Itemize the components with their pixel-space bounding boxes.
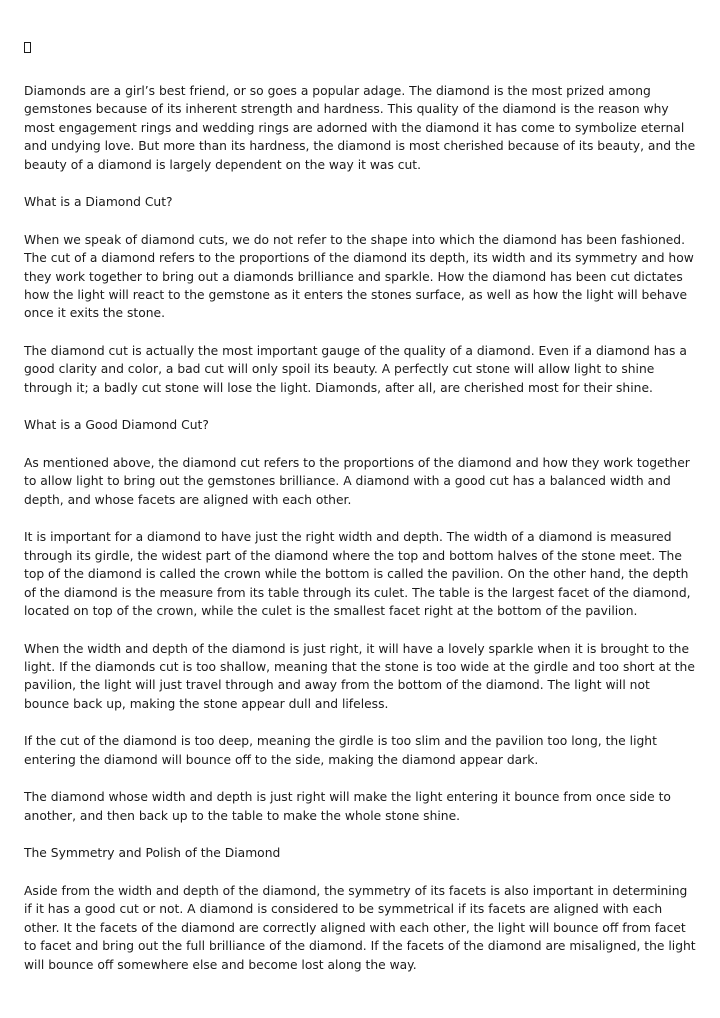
paragraph-width-depth: It is important for a diamond to have just the right width and depth. The width of a diamond is measured through its girdle, the widest part of the diamond where the top and bottom halves of the stone meet. The top of the diamond is called the crown while the bottom is called the pavilion. On the other hand, the depth of the diamond is the measure from its table through its culet. The table is the largest facet of the diamond, located on top of the crown, while the culet is the smallest facet right at the bottom of the pavilion. — [24, 530, 691, 619]
paragraph-shallow-cut: When the width and depth of the diamond is just right, it will have a lovely sparkle when it is brought to the light. If the diamonds cut is too shallow, meaning that the stone is too wide at the girdle and too short at the pavilion, the light will just travel through and away from the bottom of the diamond. The light will not bounce back up, making the stone appear dull and lifeless. — [24, 641, 695, 711]
paragraph-right-cut: The diamond whose width and depth is just right will make the light entering it bounce from once side to another, and then back up to the table to make the whole stone shine. — [24, 790, 671, 823]
document-body — [24, 82, 696, 993]
paragraph-good-cut-definition: As mentioned above, the diamond cut refers to the proportions of the diamond and how they work together to allow light to bring out the gemstones brilliance. A diamond with a good cut has a balanced width and depth, and whose facets are aligned with each other. — [24, 456, 690, 507]
paragraph-deep-cut: If the cut of the diamond is too deep, meaning the girdle is too slim and the pavilion too long, the light entering the diamond will bounce off to the side, making the diamond appear dark. — [24, 734, 657, 767]
missing-glyph-icon — [24, 42, 31, 53]
paragraph-diamond-cut-definition: When we speak of diamond cuts, we do not refer to the shape into which the diamond has been fashioned. The cut of a diamond refers to the proportions of the diamond its depth, its width and its symmetry and how they work together to bring out a diamonds brilliance and sparkle. How the diamond has been cut dictates how the light will react to the gemstone as it enters the stones surface, as well as how the light will behave once it exits the stone. — [24, 232, 694, 321]
paragraph-cut-importance: The diamond cut is actually the most important gauge of the quality of a diamond. Even if a diamond has a good clarity and color, a bad cut will only spoil its beauty. A perfectly cut stone will allow light to shine through it; a badly cut stone will lose the light. Diamonds, after all, are cherished most for their shine. — [24, 344, 687, 395]
section-heading-diamond-cut: What is a Diamond Cut? — [24, 195, 173, 210]
section-heading-symmetry-polish: The Symmetry and Polish of the Diamond — [24, 846, 281, 861]
intro-paragraph: Diamonds are a girl’s best friend, or so goes a popular adage. The diamond is the most prized among gemstones because of its inherent strength and hardness. This quality of the diamond is the reason why most engagement rings and wedding rings are adorned with the diamond it has come to symbolize eternal and undying love. But more than its hardness, the diamond is most cherished because of its beauty, and the beauty of a diamond is largely dependent on the way it was cut. — [24, 84, 696, 172]
paragraph-symmetry: Aside from the width and depth of the diamond, the symmetry of its facets is also important in determining if it has a good cut or not. A diamond is considered to be symmetrical if its facets are aligned with each other. It the facets of the diamond are correctly aligned with each other, the light will bounce off from facet to facet and bring out the full brilliance of the diamond. If the facets of the diamond are misaligned, the light will bounce off somewhere else and become lost along the way. — [24, 884, 696, 972]
section-heading-good-cut: What is a Good Diamond Cut? — [24, 418, 209, 433]
